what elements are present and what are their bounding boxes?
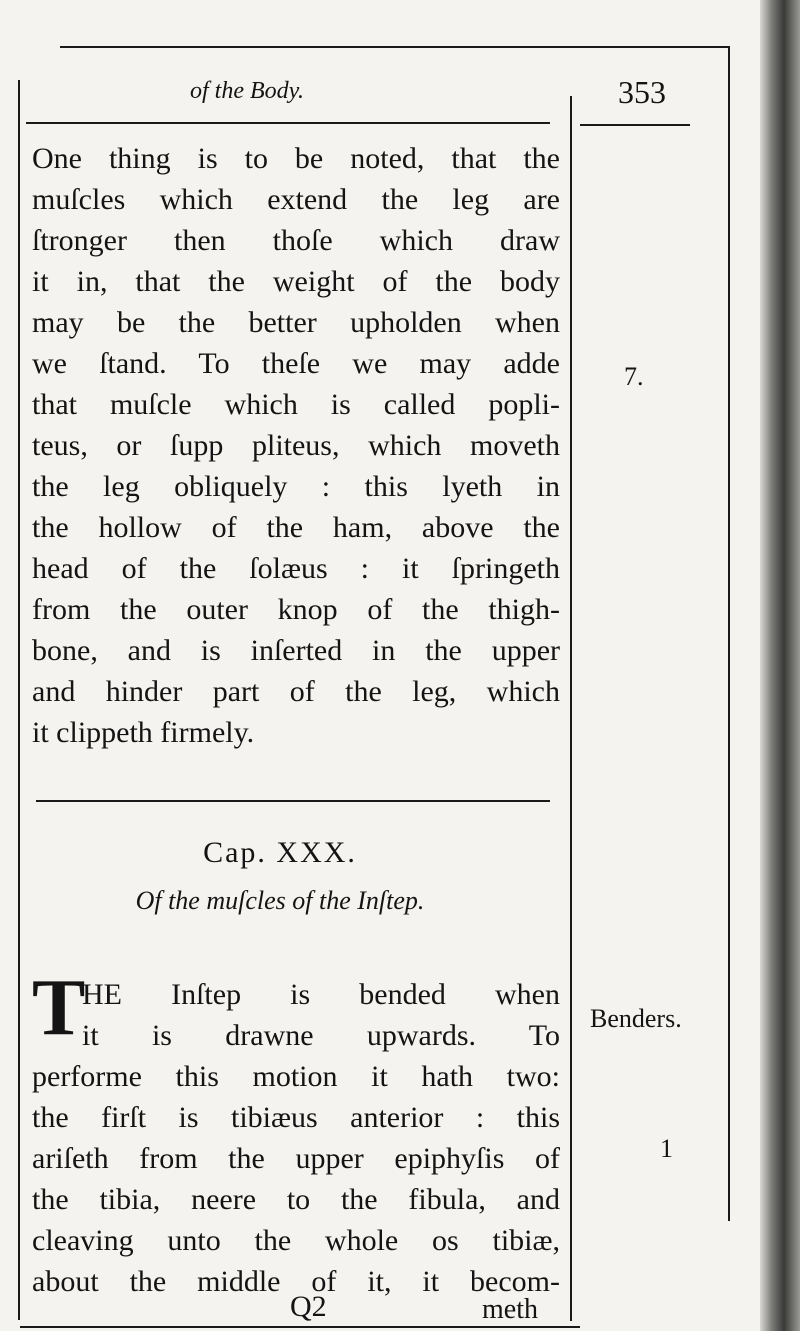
bottom-rule [20,1326,580,1328]
text-line: and hinder part of the leg, which [32,675,560,708]
drop-capital: T [32,964,86,1052]
page-number: 353 [618,74,666,110]
page-edge [760,0,800,1331]
text-line: about the middle of it, it becom- [32,1265,560,1298]
column-divider-rule [570,96,572,1321]
text-line: ſtronger then thoſe which draw [32,224,560,257]
second-paragraph [32,1056,560,1302]
text-line: ariſeth from the upper epiphyſis of [32,1142,560,1175]
top-border-rule [60,46,728,48]
text-line: the tibia, neere to the fibula, and [32,1183,560,1216]
section-rule [36,800,550,802]
text-line: muſcles which extend the leg are [32,183,560,216]
header-rule [26,122,550,124]
text-line: teus, or ſupp pliteus, which moveth [32,429,560,462]
folio-rule [580,124,690,126]
catchword: meth [482,1294,538,1325]
text-line: the hollow of the ham, above the [32,511,560,544]
text-line: the leg obliquely : this lyeth in [32,470,560,503]
text-line: it in, that the weight of the body [32,265,560,298]
top-paragraph [32,138,560,753]
text-line: cleaving unto the whole os tibiæ, [32,1224,560,1257]
margin-note-benders: Benders. [590,1004,682,1033]
margin-note-1: 1 [660,1134,673,1163]
text-line: One thing is to be noted, that the [32,142,560,175]
chapter-number: Cap. XXX. [203,836,357,869]
text-line: HE Inſtep is bended when [82,978,560,1011]
margin-note-7: 7. [624,362,644,391]
left-border-rule [18,80,20,1320]
running-head: of the Body. [190,78,304,104]
text-line: that muſcle which is called popli- [32,388,560,421]
signature-mark: Q2 [290,1290,327,1323]
text-line: bone, and is inſerted in the upper [32,634,560,667]
text-line: performe this motion it hath two: [32,1060,560,1093]
chapter-title: Of the muſcles of the Inſtep. [135,886,425,915]
text-line: from the outer knop of the thigh- [32,593,560,626]
text-line: the firſt is tibiæus anterior : this [32,1101,560,1134]
text-line: it is drawne upwards. To [82,1019,560,1052]
text-line: it clippeth firmely. [32,716,255,749]
text-line: may be the better upholden when [32,306,560,339]
second-paragraph-opening [82,974,560,1056]
text-line: head of the ſolæus : it ſpringeth [32,552,560,585]
right-border-rule [728,46,730,1221]
text-line: we ſtand. To theſe we may adde [32,347,560,380]
